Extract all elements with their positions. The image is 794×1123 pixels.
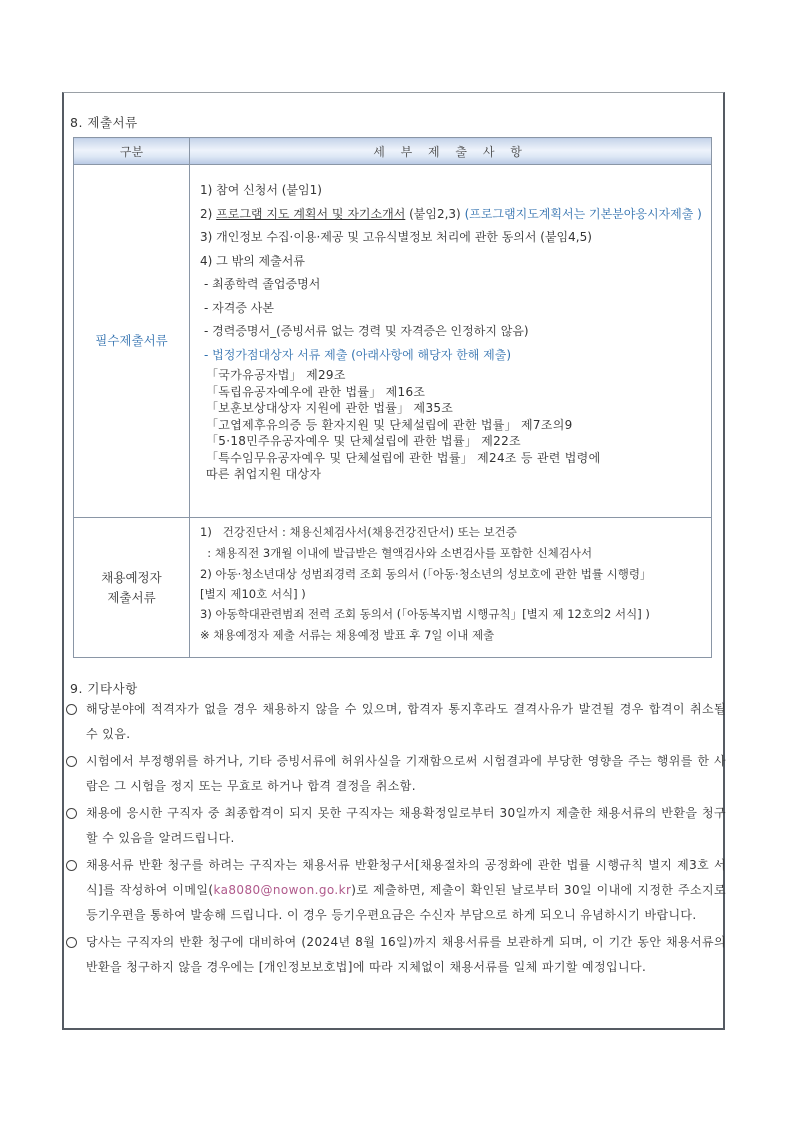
label-line-2: 제출서류 (107, 589, 156, 605)
item-text: 개인정보 수집·이용·제공 및 고유식별정보 처리에 관한 동의서 (붙임4,5) (216, 230, 592, 244)
law-3: 「보훈보상대상자 지원에 관한 법률」 제35조 (206, 401, 454, 415)
note-text: 해당분야에 적격자가 없을 경우 채용하지 않을 수 있으며, 합격자 통지후라도 결격사유가 발견될 경우 합격이 취소될 수 있음. (86, 702, 726, 741)
note-text: 채용서류 반환 청구를 하려는 구직자는 채용서류 반환청구서[채용절차의 공정화에 관한 법률 시행규칙 별지 제3호 서식]를 작성하여 이메일( (86, 858, 726, 897)
item-number: 1) (200, 183, 213, 197)
email-link[interactable]: ka8080@nowon.go.kr (213, 883, 352, 897)
note-item-1 (66, 697, 726, 747)
required-item-3 (200, 226, 703, 250)
circle-bullet-icon (66, 860, 77, 871)
required-item-4 (200, 250, 703, 274)
note-item-2 (66, 749, 726, 799)
label-line-1: 채용예정자 (101, 569, 162, 585)
section-title-other-notes: 9. 기타사항 (70, 681, 138, 696)
law-6: 「특수임무유공자예우 및 단체설립에 관한 법률」 제24조 등 관련 법령에 (206, 450, 601, 465)
sub-item-certificate: - 자격증 사본 (204, 300, 274, 315)
expected-line-1: 1) 건강진단서 : 채용신체검사서(채용건강진단서) 또는 보건증 (200, 525, 517, 539)
note-item-4 (66, 853, 726, 928)
law-4: 「고엽제후유의증 등 환자지원 및 단체설립에 관한 법률」 제7조의9 (206, 417, 573, 432)
item-text: (붙임2,3) (405, 206, 465, 221)
column-header-category: 구분 (74, 138, 190, 165)
law-7: 따른 취업지원 대상자 (206, 467, 322, 481)
section-title-submission-documents: 8. 제출서류 (70, 115, 138, 130)
circle-bullet-icon (66, 937, 77, 948)
required-docs-details (190, 165, 712, 518)
item-number: 3) (200, 230, 213, 244)
item-number: 4) (200, 253, 213, 268)
required-item-2 (200, 203, 703, 227)
item-text-underlined: 프로그램 지도 계획서 및 자기소개서 (216, 206, 406, 221)
circle-bullet-icon (66, 704, 77, 715)
required-item-1 (200, 179, 703, 203)
submission-documents-table (73, 137, 712, 658)
table-header-row (74, 138, 712, 165)
note-text: 당사는 구직자의 반환 청구에 대비하여 (2024년 8월 16일)까지 채용서류를 보관하게 되며, 이 기간 동안 채용서류의 반환을 청구하지 않을 경우에는 [개인정보보호법]에 따라 지체없이 채용서류를 일체 파기할 예정입니다. (86, 935, 726, 974)
note-item-5 (66, 930, 726, 980)
expected-line-4: [별지 제10호 서식] ) (200, 587, 306, 601)
expected-line-2: : 채용직전 3개월 이내에 발급받은 혈액검사와 소변검사를 포함한 신체검사서 (200, 546, 593, 560)
required-label-text: 필수제출서류 (95, 333, 168, 348)
circle-bullet-icon (66, 808, 77, 819)
item-number: 2) (200, 206, 213, 221)
item-text: 그 밖의 제출서류 (216, 253, 305, 268)
column-header-details: 세 부 제 출 사 항 (190, 138, 712, 165)
law-1: 「국가유공자법」 제29조 (206, 368, 346, 382)
expected-hire-docs-label (74, 518, 190, 658)
note-text: )로 제출하면, 제출이 확인된 날로부터 30일 이내에 지정한 주소지로 등기우편을 통하여 발송해 드립니다. 이 경우 등기우편요금은 수신자 부담으로 하게 되오니 유념하시기 바랍니다. (86, 883, 726, 922)
expected-line-3: 2) 아동·청소년대상 성범죄경력 조회 동의서 (「아동·청소년의 성보호에 관한 법률 시행령」 (200, 567, 652, 581)
sub-item-bonus-eligible: - 법정가점대상자 서류 제출 (아래사항에 해당자 한해 제출) (204, 347, 512, 362)
sub-item-diploma: - 최종학력 졸업증명서 (204, 277, 321, 291)
circle-bullet-icon (66, 756, 77, 767)
expected-hire-docs-details (190, 518, 712, 658)
law-2: 「독립유공자예우에 관한 법률」 제16조 (206, 384, 426, 399)
expected-line-6: ※ 채용예정자 제출 서류는 채용예정 발표 후 7일 이내 제출 (200, 628, 495, 642)
item-text: 참여 신청서 (붙임1) (216, 183, 322, 197)
other-notes-list (66, 697, 726, 982)
table-row-expected-hire (74, 518, 712, 658)
law-5: 「5·18민주유공자예우 및 단체설립에 관한 법률」 제22조 (206, 434, 521, 448)
item-note: (프로그램지도계획서는 기본분야응시자제출 ) (464, 206, 702, 221)
expected-line-5: 3) 아동학대관련범죄 전력 조회 동의서 (「아동복지법 시행규칙」[별지 제 12호의2 서식] ) (200, 607, 650, 621)
sub-item-career: - 경력증명서_(증빙서류 없는 경력 및 자격증은 인정하지 않음) (204, 324, 529, 338)
note-text: 시험에서 부정행위를 하거나, 기타 증빙서류에 허위사실을 기재함으로써 시험결과에 부당한 영향을 주는 행위를 한 사람은 그 시험을 정지 또는 무효로 하거나 합격 결정을 취소함. (86, 754, 726, 793)
note-text: 채용에 응시한 구직자 중 최종합격이 되지 못한 구직자는 채용확정일로부터 30일까지 제출한 채용서류의 반환을 청구할 수 있음을 알려드립니다. (86, 806, 726, 845)
table-row-required (74, 165, 712, 518)
required-docs-label (74, 165, 190, 518)
note-item-3 (66, 801, 726, 851)
